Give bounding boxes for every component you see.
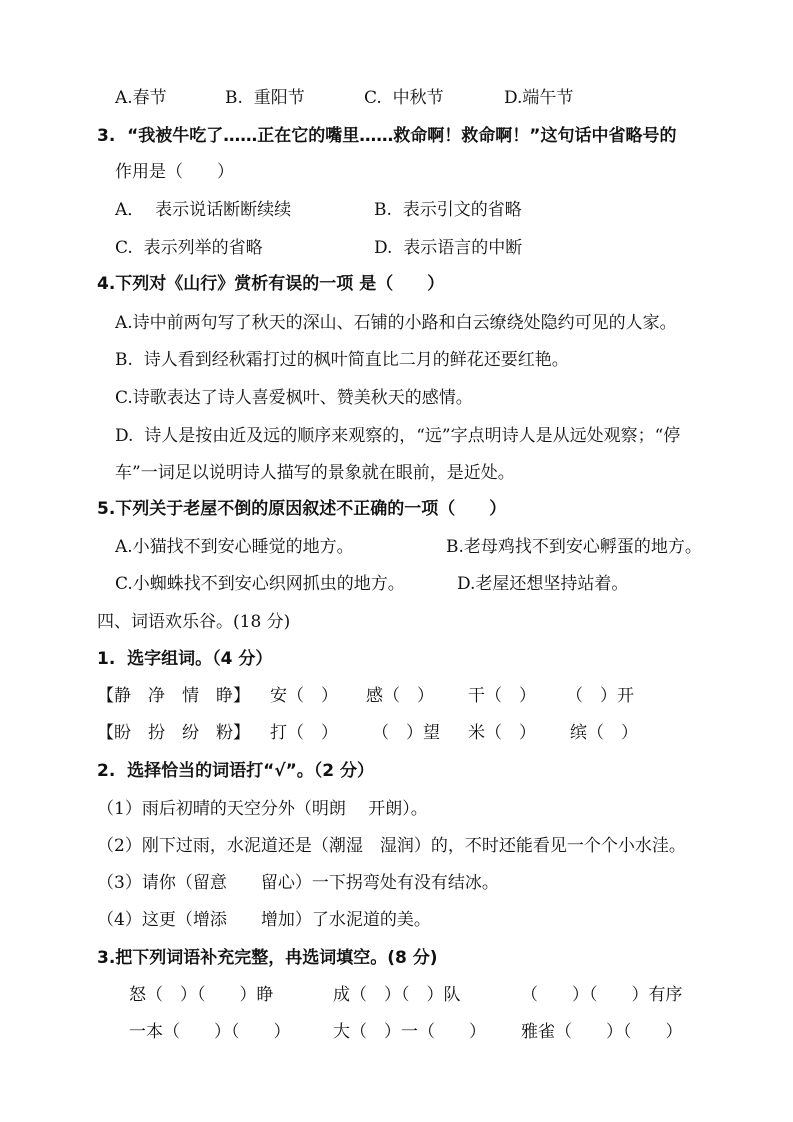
q3-option-b: B. 表示引文的省略: [374, 200, 522, 220]
s3-row2-item: 大（ ）一（ ）: [333, 1022, 486, 1042]
section4-title: 四、词语欢乐谷。(18 分): [97, 612, 291, 632]
s1-title: 1. 选字组词。（4 分）: [97, 649, 273, 669]
s1-row1-item: 安（ ）: [270, 686, 338, 706]
s2-item-3: （3）请你（留意 留心）一下拐弯处有没有结冰。: [97, 873, 499, 893]
q3-option-d: D. 表示语言的中断: [374, 238, 523, 258]
q2-option-a: A.春节: [115, 88, 167, 108]
q3-stem-line2: 作用是（ ）: [115, 162, 234, 182]
s2-item-1: （1）雨后初晴的天空分外（明朗 开朗）。: [97, 799, 428, 819]
q3-option-c: C. 表示列举的省略: [115, 238, 263, 258]
q2-option-c: C. 中秋节: [364, 88, 444, 108]
q4-option-d-line1: D. 诗人是按由近及远的顺序来观察的，“远”字点明诗人是从远处观察；“停: [115, 426, 681, 446]
s1-row1-item: 干（ ）: [468, 686, 536, 706]
s1-row2-item: （ ）望: [372, 723, 440, 743]
s1-row2-item: 打（ ）: [270, 723, 338, 743]
q4-option-b: B. 诗人看到经秋霜打过的枫叶简直比二月的鲜花还要红艳。: [115, 350, 569, 370]
q2-option-b: B. 重阳节: [225, 88, 305, 108]
q3-stem-line1: 3. “我被牛吃了……正在它的嘴里……救命啊！救命啊！”这句话中省略号的: [97, 126, 677, 146]
s2-title: 2. 选择恰当的词语打“√”。（2 分）: [97, 761, 375, 781]
s2-item-4: （4）这更（增添 增加）了水泥道的美。: [97, 910, 431, 930]
q5-option-c: C.小蜘蛛找不到安心织网抓虫的地方。: [115, 574, 405, 594]
q3-option-a: A． 表示说话断断续续: [115, 200, 292, 220]
q4-option-c: C.诗歌表达了诗人喜爱枫叶、赞美秋天的感情。: [115, 388, 473, 408]
q5-option-a: A.小猫找不到安心睡觉的地方。: [115, 537, 354, 557]
s1-row2-item: 缤（ ）: [570, 723, 638, 743]
q2-option-d: D.端午节: [504, 88, 574, 108]
s3-row1-item: （ ）（ ）有序: [521, 985, 683, 1005]
s3-row1-item: 怒（ ）（ ）睁: [129, 985, 274, 1005]
s3-row1-item: 成（ ）（ ）队: [333, 985, 461, 1005]
s3-title: 3.把下列词语补充完整，冉选词填空。(8 分): [97, 948, 438, 968]
s3-row2-item: 雅雀（ ）（ ）: [521, 1022, 683, 1042]
s3-row2-item: 一本（ ）（ ）: [129, 1022, 291, 1042]
q5-stem: 5.下列关于老屋不倒的原因叙述不正确的一项（ ）: [97, 499, 507, 519]
q4-stem: 4.下列对《山行》赏析有误的一项 是（ ）: [97, 274, 445, 294]
s1-row1-group: 【静 净 情 睁】: [97, 686, 250, 706]
s1-row1-item: （ ）开: [566, 686, 634, 706]
q5-option-b: B.老母鸡找不到安心孵蛋的地方。: [446, 537, 702, 557]
s2-item-2: （2）刚下过雨，水泥道还是（潮湿 湿润）的，不时还能看见一个个小水洼。: [97, 836, 686, 856]
q5-option-d: D.老屋还想坚持站着。: [457, 574, 629, 594]
q4-option-d-line2: 车”一词足以说明诗人描写的景象就在眼前，是近处。: [115, 463, 515, 483]
q4-option-a: A.诗中前两句写了秋天的深山、石铺的小路和白云缭绕处隐约可见的人家。: [115, 313, 677, 333]
s1-row2-group: 【盼 扮 纷 粉】: [97, 723, 250, 743]
s1-row2-item: 米（ ）: [468, 723, 536, 743]
s1-row1-item: 感（ ）: [366, 686, 434, 706]
